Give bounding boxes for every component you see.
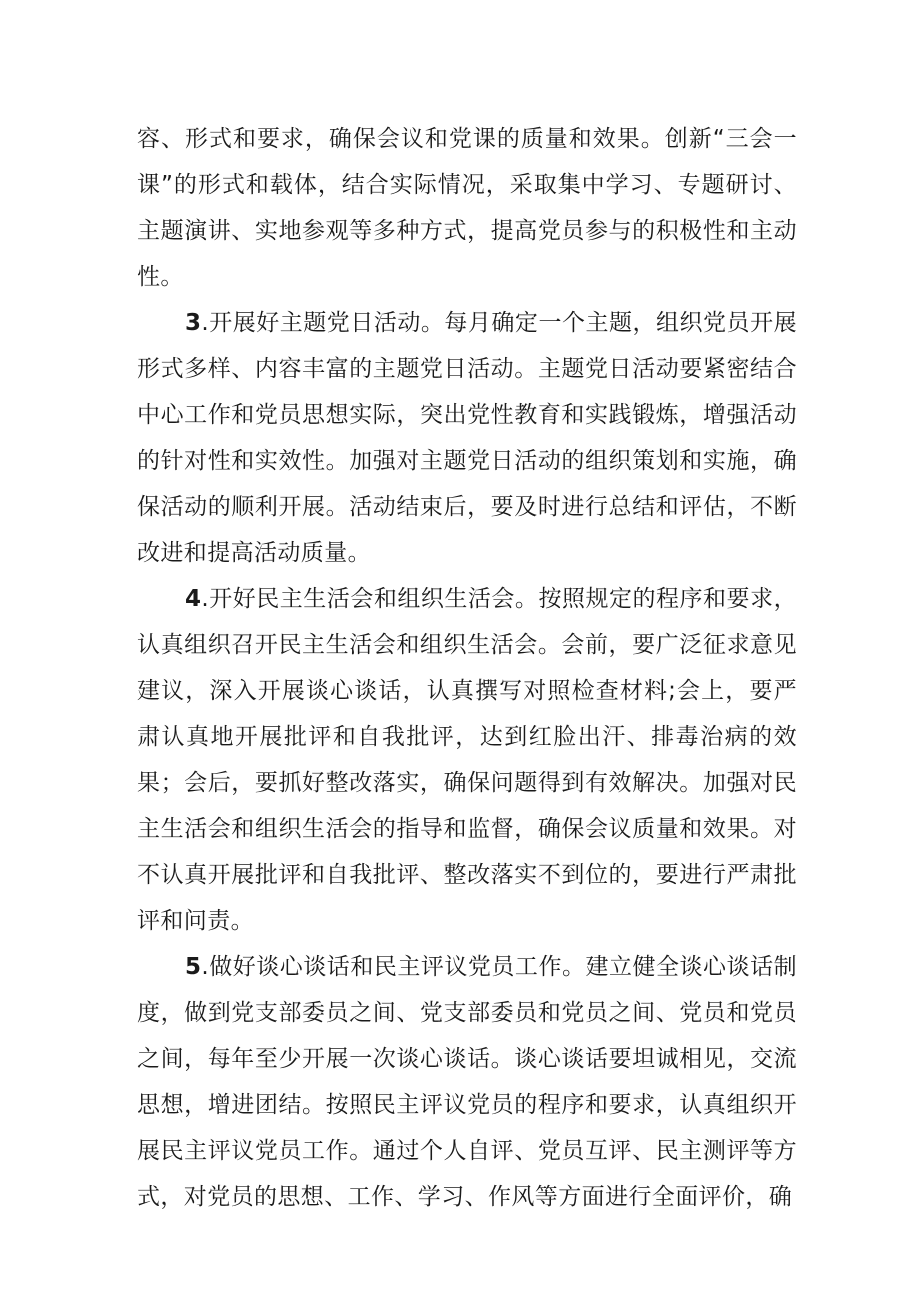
paragraph-item-3 [137, 300, 797, 576]
paragraph-number: 3 [185, 310, 202, 336]
paragraph-continuation [137, 116, 797, 300]
paragraph-text: .开展好主题党日活动。每月确定一个主题，组织党员开展形式多样、内容丰富的主题党日活动。主题党日活动要紧密结合中心工作和党员思想实际，突出党性教育和实践锻炼，增强活动的针对性和实效性。加强对主题党日活动的组织策划和实施，确保活动的顺利开展。活动结束后，要及时进行总结和评估，不断改进和提高活动质量。 [137, 310, 797, 566]
paragraph-number: 5 [185, 954, 202, 980]
paragraph-text: .开好民主生活会和组织生活会。按照规定的程序和要求，认真组织召开民主生活会和组织生活会。会前，要广泛征求意见建议，深入开展谈心谈话，认真撰写对照检查材料;会上，要严肃认真地开展批评和自我批评，达到红脸出汗、排毒治病的效果；会后，要抓好整改落实，确保问题得到有效解决。加强对民主生活会和组织生活会的指导和监督，确保会议质量和效果。对不认真开展批评和自我批评、整改落实不到位的，要进行严肃批评和问责。 [137, 586, 797, 934]
paragraph-item-5 [137, 944, 797, 1220]
paragraph-number: 4 [185, 586, 202, 612]
paragraph-item-4 [137, 576, 797, 944]
paragraph-text: .做好谈心谈话和民主评议党员工作。建立健全谈心谈话制度，做到党支部委员之间、党支部委员和党员之间、党员和党员之间，每年至少开展一次谈心谈话。谈心谈话要坦诚相见，交流思想，增进团结。按照民主评议党员的程序和要求，认真组织开展民主评议党员工作。通过个人自评、党员互评、民主测评等方式，对党员的思想、工作、学习、作风等方面进行全面评价，确 [137, 954, 797, 1210]
paragraph-text: 容、形式和要求，确保会议和党课的质量和效果。创新“三会一课”的形式和载体，结合实际情况，采取集中学习、专题研讨、主题演讲、实地参观等多种方式，提高党员参与的积极性和主动性。 [137, 126, 797, 290]
document-body [137, 116, 797, 1220]
